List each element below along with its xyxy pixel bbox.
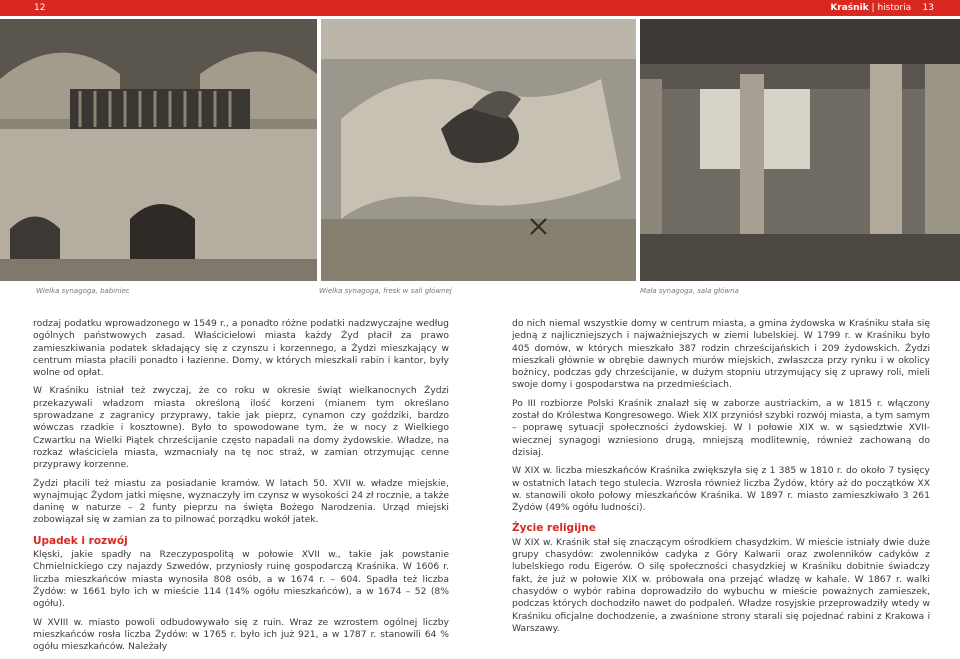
paragraph: W XVIII w. miasto powoli odbudowywało się z ruin. Wraz ze wzrostem ogólnej liczby mieszkańców rosła liczba Żydów: w 1765 r. było ich już 921, a w 1787 r. stanowili 64 % ogółu mieszkańców. Należały [33,616,449,653]
page-header-bar [0,0,960,16]
header-subtitle: historia [877,3,912,13]
text-column-left [33,318,449,659]
section-heading: Życie religijne [512,522,596,535]
paragraph: W XIX w. Kraśnik stał się znaczącym ośrodkiem chasydzkim. W mieście istniały dwie duże grupy chasydów: zwolenników cadyka z Góry Kalwarii oraz zwolenników cadyków z lubelskiego rodu Eigerów. O silę społeczności chasydzkiej w Kraśniku dobitnie świadczy fakt, że już w połowie XIX w. próbowała ona przejąć władzę w kahale. W 1867 r. walki chasydów o wybór rabina doprowadziło do wybuchu w mieście poważnych zamieszek, podczas których dochodziło nawet do podpaleń. Władze rosyjskie przeprowadziły wtedy w Kraśniku oficjalne dochodzenie, a zwaśnione strony starali się pojednać rabini z Krakowa i Warszawy. [512,536,930,634]
paragraph: Żydzi płacili też miastu za posiadanie kramów. W latach 50. XVII w. władze miejskie, wynajmując Żydom jatki mięsne, wyznaczyły im czynsz w wysokości 24 zł rocznie, a także daninę w naturze – 2 funty pieprzu na święta Bożego Narodzenia. Urząd miejski zobowiązał się w zamian za to pilnować porządku wokół jatek. [33,477,449,526]
caption-right: Mała synagoga, sala główna [640,287,739,295]
header-title: Kraśnik [830,3,869,13]
text-column-right [512,318,930,641]
page-number-left: 12 [34,3,46,13]
paragraph: W Kraśniku istniał też zwyczaj, że co roku w okresie świąt wielkanocnych Żydzi przekazywali władzom miasta określoną ilość korzeni (mianem tym określano sprowadzane z zagranicy przyprawy, takie jak pieprz, cynamon czy goździki, bardzo wówczas rzadkie i kosztowne). Było to spowodowane tym, że w nocy z Wielkiego Czwartku na Wielki Piątek chrześcijanie często napadali na domy żydowskie. Władze, na rozkaz właściciela miasta, wzmacniały na tę noc straż, w zamian otrzymując cenne przyprawy korzenne. [33,385,449,471]
photo-main-hall [640,19,960,281]
caption-middle: Wielka synagoga, fresk w sali głównej [319,287,452,295]
paragraph: do nich niemal wszystkie domy w centrum miasta, a gmina żydowska w Kraśniku stała się jedną z najliczniejszych i najważniejszych w ziemi lubelskiej. W 1799 r. w Kraśniku było 405 domów, w których mieszkało 387 rodzin chrześcijańskich i 209 żydowskich. Żydzi mieszkali głównie w obrębie dawnych murów miejskich, zwłaszcza przy rynku i w okolicy bożnicy, podczas gdy chrześcijanie, w dużym stopniu utrzymujący się z uprawy roli, mieli swoje domy i gospodarstwa na przedmieściach. [512,318,930,391]
page-number-right: 13 [922,3,934,13]
paragraph: Klęski, jakie spadły na Rzeczypospolitą w połowie XVII w., takie jak powstanie Chmielnickiego czy najazdy Szwedów, przyniosły ruinę gospodarczą Kraśnika. W 1606 r. liczba mieszkańców miasta wynosiła 808 osób, a w 1674 r. – 604. Spadła też liczba Żydów: w 1661 było ich w mieście 114 (14% ogółu mieszkańców), a w 1674 – 52 (8% ogółu). [33,549,449,610]
section-heading: Upadek i rozwój [33,534,128,547]
paragraph: Po III rozbiorze Polski Kraśnik znalazł się w zaborze austriackim, a w 1815 r. włączony został do Królestwa Kongresowego. Wiek XIX przyniósł szybki rozwój miasta, a tym samym – poprawę sytuacji społeczności żydowskiej. W I połowie XIX w. w sąsiedztwie XVII-wiecznej synagogi wzniesiono drugą, mniejszą modlitewnię, również zachowaną do dzisiaj. [512,397,930,458]
header-separator: | [871,3,875,13]
photo-vestibule [0,19,317,281]
photo-fresco [321,19,636,281]
paragraph: W XIX w. liczba mieszkańców Kraśnika zwiększyła się z 1 385 w 1810 r. do około 7 tysięcy w ostatnich latach tego stulecia. Wzrosła również liczba Żydów, który aż do początków XX w. stanowili około połowy mieszkańców Kraśnika. W 1897 r. miasto zamieszkiwało 3 261 Żydów (49% ogółu ludności). [512,465,930,514]
paragraph: rodzaj podatku wprowadzonego w 1549 r., a ponadto różne podatki nadzwyczajne według ogólnych państwowych zasad. Właścicielowi miasta każdy Żyd płacił za prawo zamieszkiwania podatek składający się z czynszu i korzennego, a Żydzi mieszkający w centrum miasta płacili ponadto i łazienne. Domy, w których mieszkali rabin i kantor, były wolne od opłat. [33,318,449,379]
caption-left: Wielka synagoga, babiniec [36,287,130,295]
running-header [830,0,934,16]
